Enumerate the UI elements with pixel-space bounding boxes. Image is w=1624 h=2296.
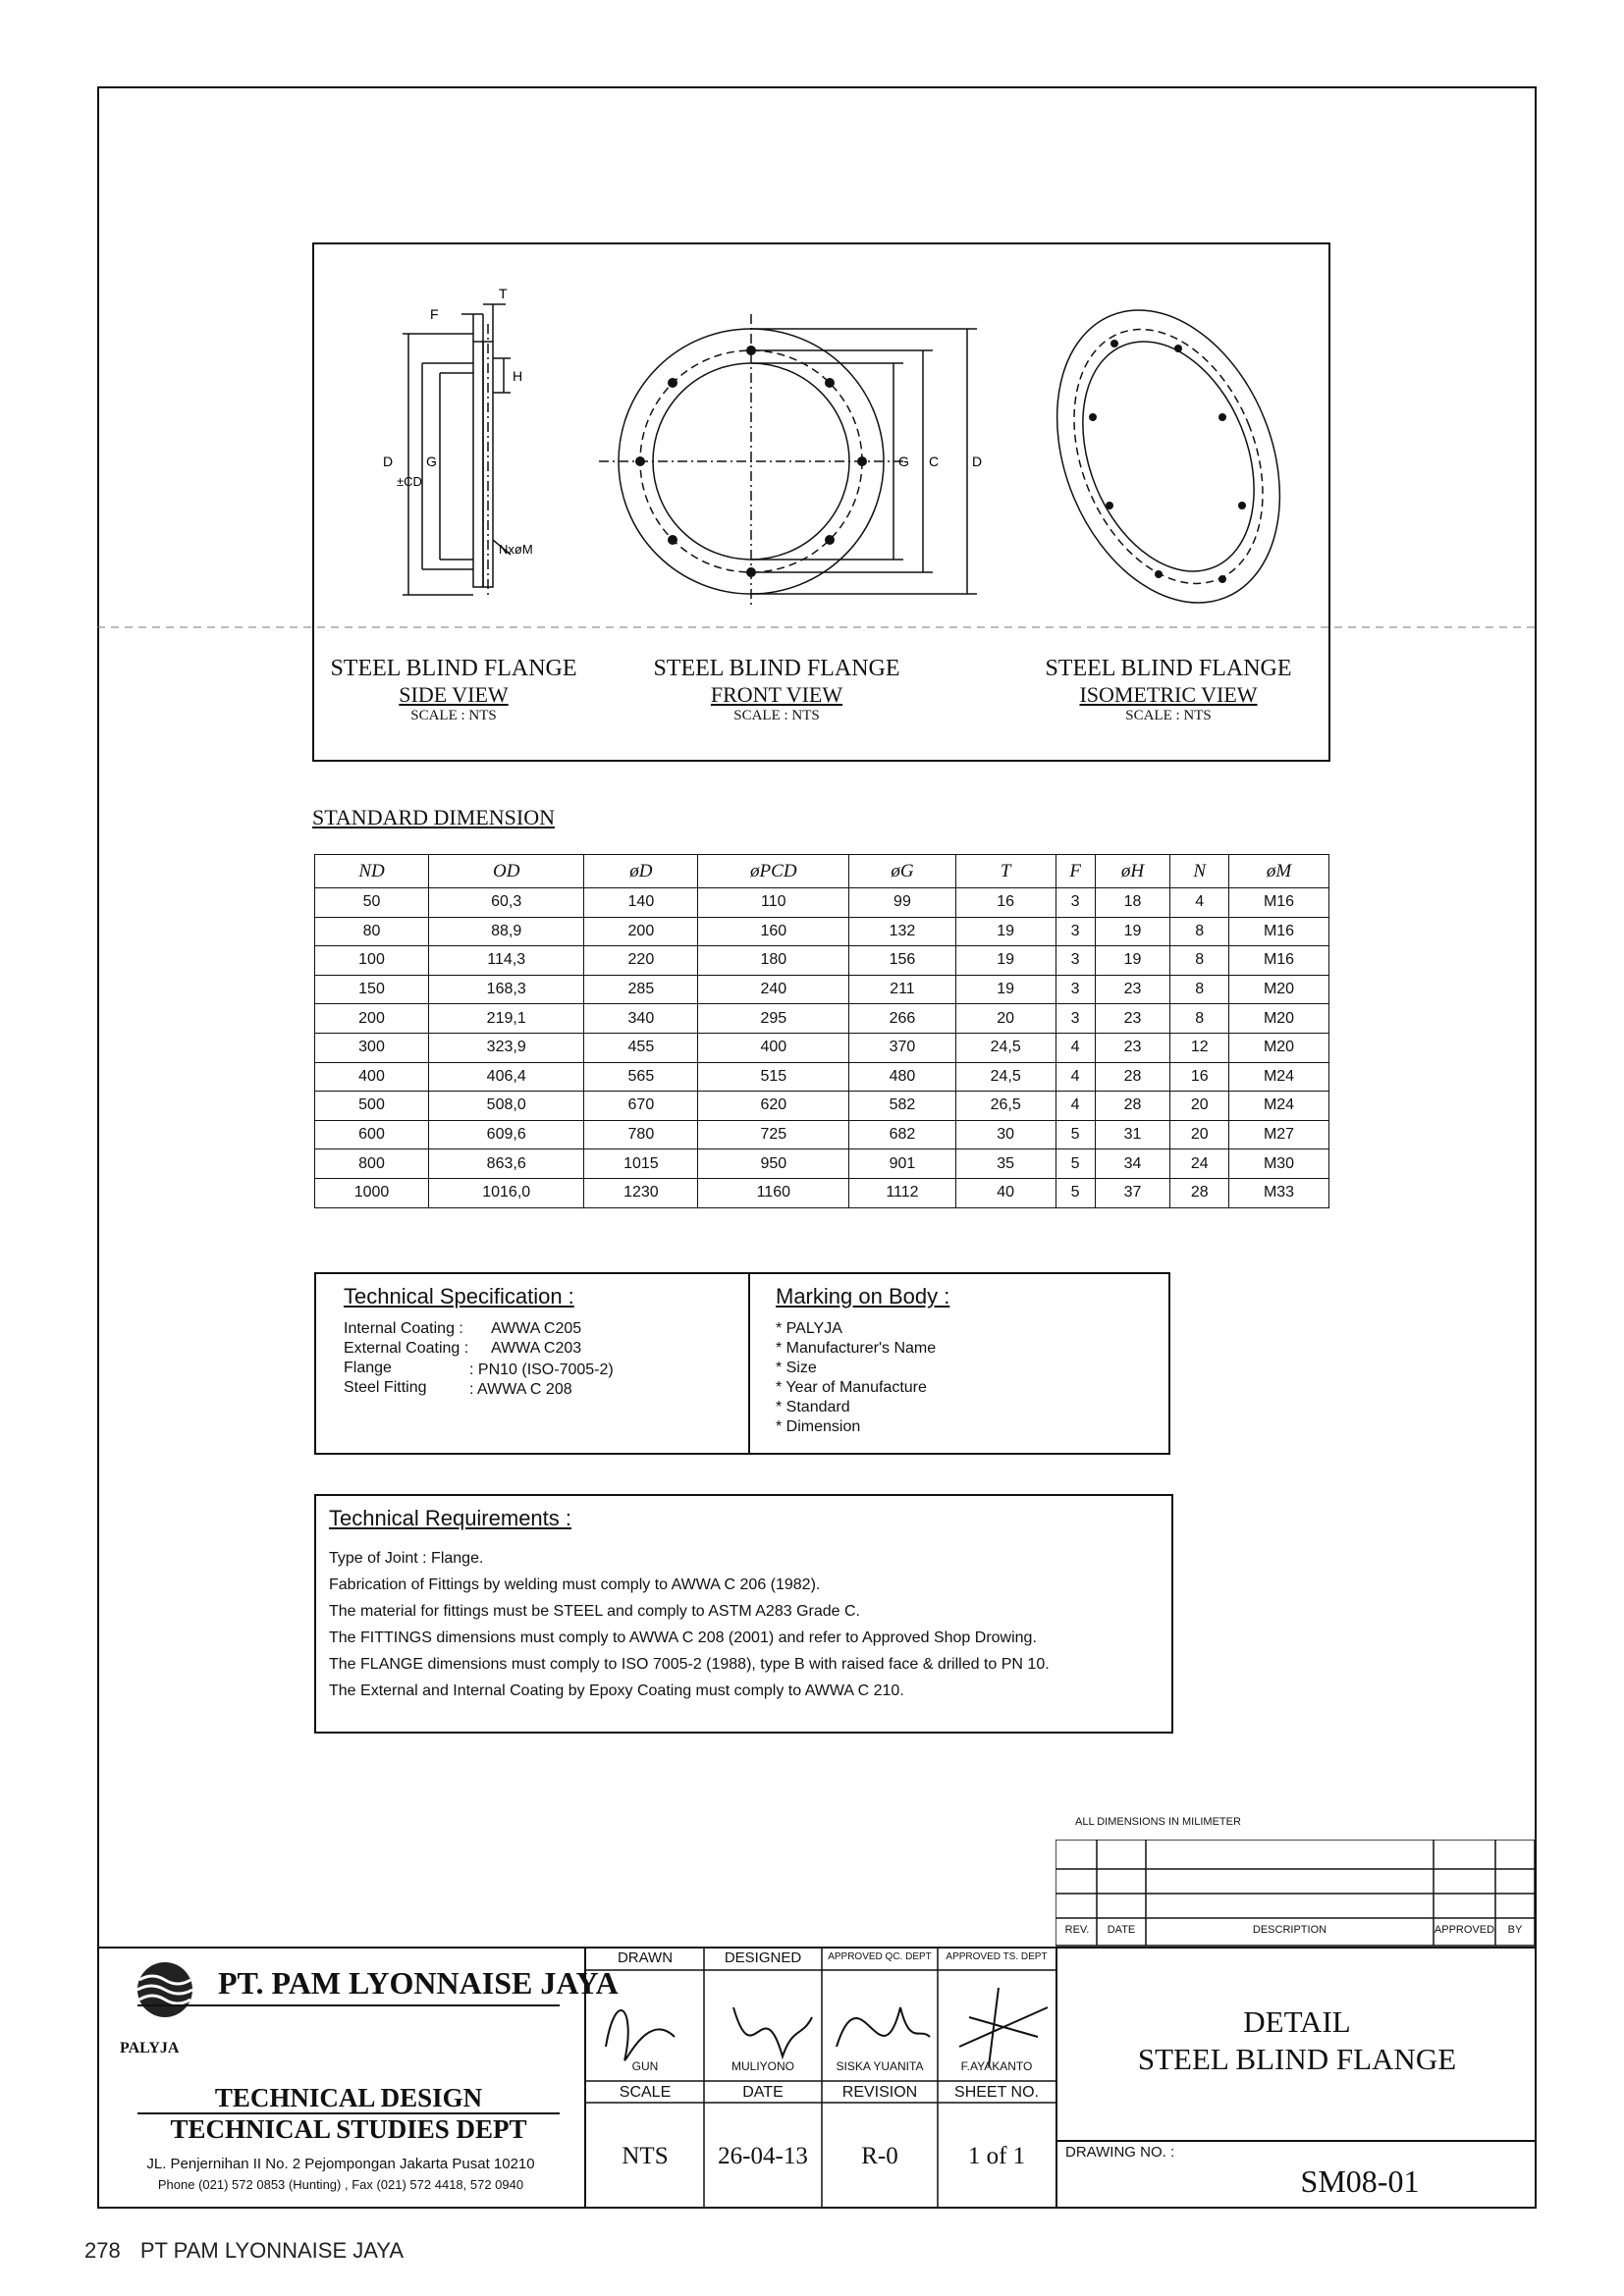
table-cell: 1015 bbox=[584, 1149, 698, 1179]
table-cell: 670 bbox=[584, 1092, 698, 1121]
list-item: * Dimension bbox=[776, 1418, 861, 1435]
col-header: OD bbox=[429, 855, 584, 888]
sheet-value: 1 of 1 bbox=[967, 2143, 1026, 2169]
table-cell: 19 bbox=[955, 917, 1056, 946]
table-cell: 950 bbox=[698, 1149, 849, 1179]
table-cell: 600 bbox=[315, 1120, 429, 1149]
list-item: * Standard bbox=[776, 1399, 850, 1415]
table-cell: M16 bbox=[1229, 917, 1329, 946]
table-cell: 16 bbox=[1170, 1062, 1229, 1092]
table-row bbox=[315, 888, 1329, 918]
table-cell: 240 bbox=[698, 975, 849, 1004]
table-cell: 20 bbox=[1170, 1092, 1229, 1121]
table-cell: 1112 bbox=[849, 1178, 956, 1207]
table-cell: 220 bbox=[584, 946, 698, 976]
table-cell: 5 bbox=[1056, 1178, 1095, 1207]
view-title: STEEL BLIND FLANGE bbox=[653, 656, 900, 681]
table-cell: 3 bbox=[1056, 917, 1095, 946]
table-cell: 20 bbox=[1170, 1120, 1229, 1149]
table-cell: 682 bbox=[849, 1120, 956, 1149]
col-header: øPCD bbox=[698, 855, 849, 888]
table-cell: 50 bbox=[315, 888, 429, 918]
title-block-divider-right bbox=[1056, 1947, 1057, 2209]
table-cell: 901 bbox=[849, 1149, 956, 1179]
table-cell: 565 bbox=[584, 1062, 698, 1092]
table-cell: M20 bbox=[1229, 1004, 1329, 1034]
table-cell: 26,5 bbox=[955, 1092, 1056, 1121]
table-cell: 609,6 bbox=[429, 1120, 584, 1149]
company-address: JL. Penjernihan II No. 2 Pejompongan Jakarta Pusat 10210 bbox=[146, 2156, 535, 2172]
table-row bbox=[315, 1092, 1329, 1121]
isometric-view-drawing bbox=[1036, 294, 1301, 618]
table-cell: 8 bbox=[1170, 917, 1229, 946]
info-header-date: DATE bbox=[742, 2084, 784, 2101]
spec-label: Steel Fitting bbox=[344, 1379, 427, 1396]
table-cell: 110 bbox=[698, 888, 849, 918]
table-cell: 211 bbox=[849, 975, 956, 1004]
table-cell: M16 bbox=[1229, 946, 1329, 976]
date-header: DATE bbox=[1107, 1924, 1136, 1936]
dimension-table bbox=[314, 854, 1329, 1208]
table-row bbox=[315, 1033, 1329, 1062]
detail-title-line2: STEEL BLIND FLANGE bbox=[1137, 2042, 1457, 2076]
table-cell: 300 bbox=[315, 1033, 429, 1062]
spec-value: AWWA C205 bbox=[491, 1320, 582, 1337]
requirements-box bbox=[314, 1494, 1173, 1734]
drawing-no-label: DRAWING NO. : bbox=[1065, 2144, 1175, 2161]
table-cell: 150 bbox=[315, 975, 429, 1004]
table-cell: 455 bbox=[584, 1033, 698, 1062]
table-cell: 40 bbox=[955, 1178, 1056, 1207]
spec-label: Internal Coating : bbox=[344, 1320, 463, 1337]
table-cell: 4 bbox=[1056, 1092, 1095, 1121]
spec-divider bbox=[748, 1274, 750, 1453]
marking-list bbox=[776, 1319, 949, 1437]
list-item: Fabrication of Fittings by welding must comply to AWWA C 206 (1982). bbox=[329, 1576, 821, 1593]
table-cell: 23 bbox=[1095, 975, 1170, 1004]
spec-value: : AWWA C 208 bbox=[469, 1381, 572, 1398]
table-cell: 1160 bbox=[698, 1178, 849, 1207]
table-cell: 5 bbox=[1056, 1120, 1095, 1149]
table-cell: 28 bbox=[1095, 1092, 1170, 1121]
table-cell: 3 bbox=[1056, 946, 1095, 976]
table-cell: 160 bbox=[698, 917, 849, 946]
table-cell: 219,1 bbox=[429, 1004, 584, 1034]
table-cell: 370 bbox=[849, 1033, 956, 1062]
table-row bbox=[315, 1004, 1329, 1034]
table-cell: 100 bbox=[315, 946, 429, 976]
view-scale: SCALE : NTS bbox=[733, 708, 820, 723]
info-header-revision: REVISION bbox=[841, 2084, 918, 2101]
view-title: STEEL BLIND FLANGE bbox=[1045, 656, 1292, 681]
detail-title-line1: DETAIL bbox=[1243, 2004, 1351, 2039]
table-cell: 1016,0 bbox=[429, 1178, 584, 1207]
list-item: * Year of Manufacture bbox=[776, 1379, 927, 1396]
revision-value: R-0 bbox=[861, 2143, 898, 2169]
table-cell: 266 bbox=[849, 1004, 956, 1034]
list-item: * PALYJA bbox=[776, 1320, 842, 1337]
table-cell: 34 bbox=[1095, 1149, 1170, 1179]
table-cell: 88,9 bbox=[429, 917, 584, 946]
table-cell: 80 bbox=[315, 917, 429, 946]
table-cell: 180 bbox=[698, 946, 849, 976]
company-underline bbox=[137, 2004, 560, 2006]
page-footer bbox=[84, 2238, 404, 2264]
scale-value: NTS bbox=[622, 2143, 669, 2169]
side-label-d: D bbox=[383, 454, 394, 469]
table-cell: 28 bbox=[1170, 1178, 1229, 1207]
side-label-f: F bbox=[430, 306, 439, 322]
table-cell: 8 bbox=[1170, 1004, 1229, 1034]
side-label-g: G bbox=[426, 454, 437, 469]
table-cell: 4 bbox=[1170, 888, 1229, 918]
list-item: The FLANGE dimensions must comply to ISO 7005-2 (1988), type B with raised face & drilled to PN 10. bbox=[329, 1656, 1050, 1673]
footer-company: PT PAM LYONNAISE JAYA bbox=[139, 2238, 404, 2263]
table-cell: 340 bbox=[584, 1004, 698, 1034]
table-cell: 3 bbox=[1056, 1004, 1095, 1034]
table-cell: 12 bbox=[1170, 1033, 1229, 1062]
table-cell: 620 bbox=[698, 1092, 849, 1121]
standard-dimension-label: STANDARD DIMENSION bbox=[312, 805, 555, 829]
logo-text: PALYJA bbox=[120, 2040, 180, 2056]
table-cell: M24 bbox=[1229, 1062, 1329, 1092]
list-item: The material for fittings must be STEEL and comply to ASTM A283 Grade C. bbox=[329, 1603, 860, 1620]
col-header: øM bbox=[1229, 855, 1329, 888]
table-row bbox=[315, 1178, 1329, 1207]
table-cell: 5 bbox=[1056, 1149, 1095, 1179]
table-cell: 800 bbox=[315, 1149, 429, 1179]
table-cell: M30 bbox=[1229, 1149, 1329, 1179]
col-header: N bbox=[1170, 855, 1229, 888]
table-cell: M24 bbox=[1229, 1092, 1329, 1121]
side-label-h: H bbox=[513, 368, 523, 384]
col-header: øD bbox=[584, 855, 698, 888]
requirements-list bbox=[329, 1545, 1050, 1704]
col-header: T bbox=[955, 855, 1056, 888]
view-subtitle: ISOMETRIC VIEW bbox=[1079, 682, 1258, 707]
view-subtitle: SIDE VIEW bbox=[399, 682, 509, 707]
table-row bbox=[315, 975, 1329, 1004]
company-phone: Phone (021) 572 0853 (Hunting) , Fax (021) 572 4418, 572 0940 bbox=[157, 2177, 524, 2192]
table-cell: 3 bbox=[1056, 888, 1095, 918]
table-cell: 8 bbox=[1170, 975, 1229, 1004]
table-cell: M33 bbox=[1229, 1178, 1329, 1207]
spec-label: Flange bbox=[344, 1360, 392, 1376]
col-header: øH bbox=[1095, 855, 1170, 888]
list-item: * Manufacturer's Name bbox=[776, 1340, 937, 1357]
table-cell: 114,3 bbox=[429, 946, 584, 976]
table-cell: 295 bbox=[698, 1004, 849, 1034]
table-cell: 1230 bbox=[584, 1178, 698, 1207]
table-cell: 19 bbox=[1095, 946, 1170, 976]
table-cell: 200 bbox=[584, 917, 698, 946]
signer-approved-qc: SISKA YUANITA bbox=[836, 2059, 924, 2073]
table-cell: 31 bbox=[1095, 1120, 1170, 1149]
table-cell: 725 bbox=[698, 1120, 849, 1149]
dept-technical-studies: TECHNICAL STUDIES DEPT bbox=[170, 2114, 527, 2144]
signer-designed: MULIYONO bbox=[731, 2059, 794, 2073]
side-view-drawing bbox=[363, 285, 579, 609]
sign-header-approved-ts: APPROVED TS. DEPT bbox=[946, 1951, 1048, 1962]
table-cell: 400 bbox=[315, 1062, 429, 1092]
view-scale: SCALE : NTS bbox=[1125, 708, 1212, 723]
table-row bbox=[315, 946, 1329, 976]
table-cell: 156 bbox=[849, 946, 956, 976]
signer-approved-ts: F.AYAKANTO bbox=[960, 2059, 1033, 2073]
requirements-title: Technical Requirements : bbox=[329, 1506, 572, 1530]
table-header-row bbox=[315, 855, 1329, 888]
sign-header-drawn: DRAWN bbox=[617, 1949, 674, 1966]
view-scale: SCALE : NTS bbox=[410, 708, 497, 723]
side-label-cd: ±CD bbox=[397, 474, 422, 489]
side-label-nxm: NxøM bbox=[499, 542, 533, 557]
company-name: PT. PAM LYONNAISE JAYA bbox=[218, 1965, 619, 2001]
dept-technical-design: TECHNICAL DESIGN bbox=[214, 2083, 483, 2112]
table-cell: M20 bbox=[1229, 975, 1329, 1004]
description-header: DESCRIPTION bbox=[1252, 1924, 1327, 1936]
table-cell: 1000 bbox=[315, 1178, 429, 1207]
table-cell: 23 bbox=[1095, 1033, 1170, 1062]
table-cell: 16 bbox=[955, 888, 1056, 918]
table-cell: 200 bbox=[315, 1004, 429, 1034]
table-cell: 8 bbox=[1170, 946, 1229, 976]
dimensions-note: ALL DIMENSIONS IN MILIMETER bbox=[1075, 1816, 1241, 1828]
table-cell: 4 bbox=[1056, 1033, 1095, 1062]
table-cell: 28 bbox=[1095, 1062, 1170, 1092]
table-cell: 3 bbox=[1056, 975, 1095, 1004]
sign-header-approved-qc: APPROVED QC. DEPT bbox=[828, 1951, 932, 1962]
drawing-number: SM08-01 bbox=[1300, 2163, 1420, 2199]
table-cell: M27 bbox=[1229, 1120, 1329, 1149]
table-cell: M20 bbox=[1229, 1033, 1329, 1062]
by-header: BY bbox=[1507, 1924, 1523, 1936]
list-item: The FITTINGS dimensions must comply to AWWA C 208 (2001) and refer to Approved Shop Drowing. bbox=[329, 1629, 1037, 1646]
date-value: 26-04-13 bbox=[718, 2143, 808, 2169]
table-cell: 515 bbox=[698, 1062, 849, 1092]
table-cell: 99 bbox=[849, 888, 956, 918]
table-cell: 4 bbox=[1056, 1062, 1095, 1092]
table-cell: 285 bbox=[584, 975, 698, 1004]
table-cell: 35 bbox=[955, 1149, 1056, 1179]
sign-header-designed: DESIGNED bbox=[724, 1949, 802, 1966]
marking-title: Marking on Body : bbox=[776, 1284, 950, 1308]
table-cell: 37 bbox=[1095, 1178, 1170, 1207]
tech-spec-title: Technical Specification : bbox=[344, 1284, 574, 1308]
list-item: Type of Joint : Flange. bbox=[329, 1550, 484, 1567]
table-cell: 508,0 bbox=[429, 1092, 584, 1121]
table-cell: 323,9 bbox=[429, 1033, 584, 1062]
table-cell: 780 bbox=[584, 1120, 698, 1149]
table-cell: 20 bbox=[955, 1004, 1056, 1034]
spec-value: : PN10 (ISO-7005-2) bbox=[469, 1362, 614, 1378]
caption-side-view bbox=[306, 656, 601, 724]
front-label-c: C bbox=[929, 454, 940, 469]
list-item: The External and Internal Coating by Epoxy Coating must comply to AWWA C 210. bbox=[329, 1682, 904, 1699]
table-cell: 24,5 bbox=[955, 1033, 1056, 1062]
view-subtitle: FRONT VIEW bbox=[710, 682, 843, 707]
table-row bbox=[315, 1149, 1329, 1179]
drawing-no-divider bbox=[1057, 2140, 1537, 2142]
front-view-drawing bbox=[599, 299, 992, 614]
table-cell: 132 bbox=[849, 917, 956, 946]
marking-section bbox=[776, 1284, 949, 1437]
approved-header: APPROVED bbox=[1434, 1924, 1495, 1936]
col-header: F bbox=[1056, 855, 1095, 888]
table-cell: 24 bbox=[1170, 1149, 1229, 1179]
table-row bbox=[315, 917, 1329, 946]
front-label-d: D bbox=[972, 454, 983, 469]
rev-header: REV. bbox=[1064, 1924, 1090, 1936]
col-header: ND bbox=[315, 855, 429, 888]
table-cell: 500 bbox=[315, 1092, 429, 1121]
table-cell: M16 bbox=[1229, 888, 1329, 918]
spec-label: External Coating : bbox=[344, 1340, 469, 1357]
signer-drawn: GUN bbox=[631, 2059, 659, 2073]
requirements-section bbox=[329, 1506, 1050, 1704]
table-row bbox=[315, 1120, 1329, 1149]
view-title: STEEL BLIND FLANGE bbox=[330, 656, 577, 681]
info-header-scale: SCALE bbox=[619, 2084, 672, 2101]
front-label-g: G bbox=[898, 454, 909, 469]
table-cell: 863,6 bbox=[429, 1149, 584, 1179]
caption-front-view bbox=[629, 656, 924, 724]
table-cell: 480 bbox=[849, 1062, 956, 1092]
table-cell: 19 bbox=[955, 946, 1056, 976]
page-number: 278 bbox=[84, 2238, 121, 2263]
palyja-logo-icon bbox=[120, 1958, 210, 2027]
table-cell: 140 bbox=[584, 888, 698, 918]
table-cell: 400 bbox=[698, 1033, 849, 1062]
table-cell: 582 bbox=[849, 1092, 956, 1121]
table-cell: 19 bbox=[1095, 917, 1170, 946]
spec-value: AWWA C203 bbox=[491, 1340, 582, 1357]
table-row bbox=[315, 1062, 1329, 1092]
table-cell: 406,4 bbox=[429, 1062, 584, 1092]
table-cell: 19 bbox=[955, 975, 1056, 1004]
spec-marking-box bbox=[314, 1272, 1170, 1455]
info-header-sheet: SHEET NO. bbox=[954, 2084, 1039, 2101]
table-cell: 60,3 bbox=[429, 888, 584, 918]
col-header: øG bbox=[849, 855, 956, 888]
caption-isometric-view bbox=[1021, 656, 1316, 724]
tech-spec-section bbox=[344, 1284, 717, 1408]
table-cell: 23 bbox=[1095, 1004, 1170, 1034]
table-cell: 24,5 bbox=[955, 1062, 1056, 1092]
table-cell: 18 bbox=[1095, 888, 1170, 918]
tech-spec-list bbox=[344, 1319, 717, 1408]
side-label-t: T bbox=[499, 286, 508, 301]
table-cell: 30 bbox=[955, 1120, 1056, 1149]
list-item: * Size bbox=[776, 1360, 817, 1376]
table-cell: 168,3 bbox=[429, 975, 584, 1004]
